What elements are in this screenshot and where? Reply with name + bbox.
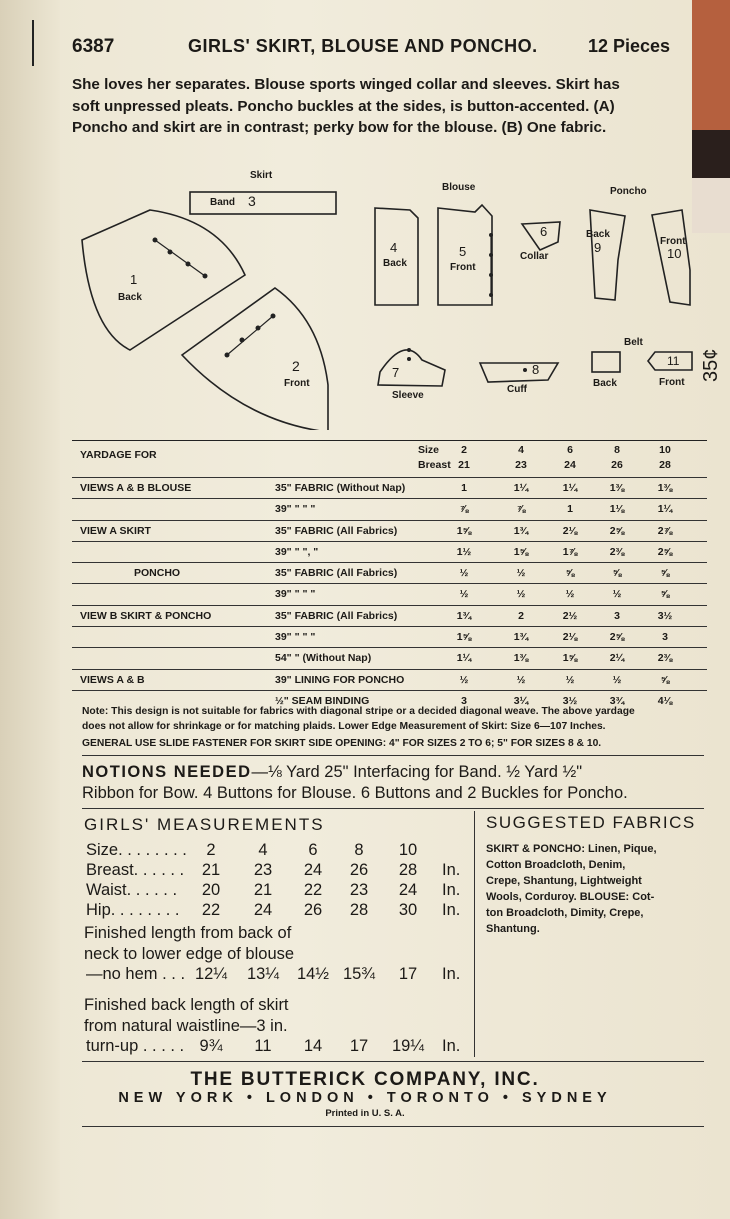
fabrics-line: Cotton Broadcloth, Denim, xyxy=(486,859,626,871)
margin-mark xyxy=(32,20,34,66)
fabrics-title: SUGGESTED FABRICS xyxy=(486,813,696,832)
yardage-row-label: VIEW B SKIRT & PONCHO xyxy=(80,609,212,622)
yardage-row xyxy=(72,647,707,668)
label-band: Band xyxy=(210,197,235,208)
notions-title: NOTIONS NEEDED xyxy=(82,763,252,781)
measurement-value: 8 xyxy=(354,841,364,859)
measurement-label: Breast. . . . . . xyxy=(86,861,185,879)
skirt-back-piece xyxy=(82,210,245,350)
fabrics-text xyxy=(486,841,706,937)
yardage-row xyxy=(72,520,707,541)
yardage-value: 2⅜ xyxy=(609,545,625,558)
yardage-value: 4⅛ xyxy=(657,694,673,707)
note-line: does not allow for shrinkage or for matching plaids. Lower Edge Measurement of Skirt: Size 6—107 Inches. xyxy=(82,721,606,732)
yardage-value: ½ xyxy=(565,673,575,686)
label-belt-num: 11 xyxy=(667,354,680,368)
yardage-row-label: VIEWS A & B BLOUSE xyxy=(80,482,192,494)
company-cities: NEW YORK • LONDON • TORONTO • SYDNEY xyxy=(118,1090,612,1106)
pattern-pieces-drawing xyxy=(70,160,710,430)
yardage-value: ⅝ xyxy=(565,567,575,580)
measurement-value: 24 xyxy=(253,901,273,919)
finished-skirt-row xyxy=(84,1037,479,1057)
finished-skirt-value: 9¾ xyxy=(199,1037,223,1055)
measurement-value: 21 xyxy=(253,881,273,899)
unit: In. xyxy=(442,881,461,899)
unit: In. xyxy=(442,1037,461,1055)
size-label: Size xyxy=(418,444,440,456)
yardage-row xyxy=(72,605,707,626)
yardage-row-fabric: 35" FABRIC (All Fabrics) xyxy=(275,567,398,580)
yardage-header xyxy=(72,440,707,477)
fabrics-line: Shantung. xyxy=(486,923,540,935)
general-use-note: GENERAL USE SLIDE FASTENER FOR SKIRT SIDE OPENING: 4" FOR SIZES 2 TO 6; 5" FOR SIZES 8 & 10. xyxy=(82,738,602,749)
label-band-num: 3 xyxy=(248,193,256,209)
yardage-value: 1⅜ xyxy=(609,482,625,494)
label-b-back: Back xyxy=(383,258,407,269)
finished-blouse-value: 17 xyxy=(398,965,418,983)
finished-skirt-line: Finished back length of skirt xyxy=(84,996,289,1014)
yardage-value: 1⅝ xyxy=(562,652,578,665)
yardage-value: 1⅜ xyxy=(657,482,673,494)
divider xyxy=(82,1061,704,1062)
measurement-label: Waist. . . . . . xyxy=(86,881,178,899)
label-skirt: Skirt xyxy=(250,170,273,181)
measurement-row xyxy=(84,881,479,901)
finished-skirt-value: 19¼ xyxy=(391,1037,425,1055)
blouse-back-piece xyxy=(375,208,418,305)
size-value: 10 xyxy=(659,444,671,456)
yardage-value: 1¼ xyxy=(456,652,472,665)
yardage-value: 1⅝ xyxy=(456,524,472,537)
finished-blouse-value: 13¼ xyxy=(246,965,280,983)
finished-skirt-value: 11 xyxy=(254,1037,272,1055)
poncho-back-piece xyxy=(590,210,625,300)
finished-blouse-value: 14½ xyxy=(296,965,330,983)
finished-skirt-label: turn-up . . . . . xyxy=(86,1037,185,1055)
label-belt: Belt xyxy=(624,337,643,348)
divider xyxy=(82,1126,704,1127)
label-back-num: 1 xyxy=(130,272,138,287)
notions-line: Ribbon for Bow. 4 Buttons for Blouse. 6 Buttons and 2 Buckles for Poncho. xyxy=(82,784,628,802)
yardage-table xyxy=(72,440,707,711)
yardage-value: 1 xyxy=(567,503,573,516)
measurement-value: 22 xyxy=(201,901,221,919)
label-p-back-num: 9 xyxy=(594,240,602,255)
yardage-label: YARDAGE FOR xyxy=(80,449,157,461)
size-value: 4 xyxy=(518,444,524,456)
finished-blouse-row xyxy=(84,965,479,989)
notions-line: —⅛ Yard 25" Interfacing for Band. ½ Yard ½" xyxy=(251,763,583,781)
company-name: THE BUTTERICK COMPANY, INC. xyxy=(190,1069,540,1090)
yardage-row-label: VIEWS A & B xyxy=(80,673,145,686)
yardage-value: 2⅞ xyxy=(657,524,673,537)
yardage-value: ½ xyxy=(612,588,622,601)
fabrics-line: ton Broadcloth, Dimity, Crepe, xyxy=(486,907,644,919)
suggested-fabrics xyxy=(486,813,706,937)
yardage-value: 1¾ xyxy=(513,524,529,537)
yardage-row-fabric: 54" " (Without Nap) xyxy=(275,652,372,665)
fabrics-line: SKIRT & PONCHO: Linen, Pique, xyxy=(486,843,657,855)
measurement-row xyxy=(84,861,479,881)
finished-skirt-value: 14 xyxy=(303,1037,323,1055)
measurement-value: 30 xyxy=(398,901,418,919)
label-back: Back xyxy=(118,292,142,303)
yardage-value: ½ xyxy=(565,588,575,601)
breast-value: 26 xyxy=(611,459,623,471)
measurement-value: 21 xyxy=(201,861,221,879)
finished-blouse-line: neck to lower edge of blouse xyxy=(84,945,295,963)
pattern-pieces-diagram xyxy=(70,160,710,430)
yardage-value: ½ xyxy=(516,567,526,580)
envelope-fold-edge xyxy=(0,0,60,1219)
yardage-value: ½ xyxy=(459,588,469,601)
yardage-value: 1¼ xyxy=(657,503,673,516)
yardage-value: 2⅜ xyxy=(657,652,673,665)
divider xyxy=(82,808,704,809)
label-b-front-num: 5 xyxy=(459,244,467,259)
pattern-number: 6387 xyxy=(72,36,115,57)
yardage-row-label: VIEW A SKIRT xyxy=(80,524,151,537)
finished-blouse-value: 15¾ xyxy=(342,965,376,983)
yardage-row xyxy=(72,541,707,562)
size-value: 8 xyxy=(614,444,620,456)
yardage-row-label: PONCHO xyxy=(134,567,181,580)
measurement-value: 28 xyxy=(349,901,369,919)
yardage-value: ½ xyxy=(459,567,469,580)
measurement-value: 23 xyxy=(253,861,273,879)
yardage-row-fabric: 35" FABRIC (All Fabrics) xyxy=(275,609,398,622)
label-p-back: Back xyxy=(586,229,610,240)
yardage-value: 2⅛ xyxy=(562,631,578,644)
label-sleeve-num: 7 xyxy=(392,365,400,380)
yardage-row xyxy=(72,583,707,604)
description-line: soft unpressed pleats. Poncho buckles at the sides, is button-accented. (A) xyxy=(72,97,615,115)
description xyxy=(72,74,692,139)
breast-label: Breast xyxy=(418,459,451,471)
yardage-row-fabric: ½" SEAM BINDING xyxy=(275,694,370,707)
measurement-value: 4 xyxy=(258,841,268,859)
yardage-value: 1⅝ xyxy=(456,631,472,644)
fabrics-line: Wools, Corduroy. BLOUSE: Cot- xyxy=(486,891,655,903)
measurement-value: 26 xyxy=(303,901,323,919)
unit: In. xyxy=(442,861,461,879)
label-sleeve: Sleeve xyxy=(392,390,424,401)
piece-count: 12 Pieces xyxy=(588,36,671,56)
yardage-value: 3¾ xyxy=(609,694,625,707)
yardage-value: 1½ xyxy=(456,545,472,558)
pattern-title: GIRLS' SKIRT, BLOUSE AND PONCHO. xyxy=(188,36,538,56)
label-b-back-num: 4 xyxy=(390,240,398,255)
yardage-value: 1¾ xyxy=(456,609,472,622)
measurement-row xyxy=(84,901,479,921)
measurement-value: 2 xyxy=(206,841,216,859)
yardage-value: 1⅜ xyxy=(513,652,529,665)
size-value: 6 xyxy=(567,444,573,456)
yardage-value: ⅝ xyxy=(660,567,670,580)
yardage-value: ⅞ xyxy=(516,503,526,516)
yardage-value: ⅝ xyxy=(660,588,670,601)
finished-blouse-value: 12¼ xyxy=(194,965,228,983)
finished-blouse-label: —no hem . . . xyxy=(86,965,186,983)
measurement-value: 26 xyxy=(349,861,369,879)
sleeve-piece xyxy=(378,350,445,386)
label-collar: Collar xyxy=(520,251,549,262)
yardage-value: 3 xyxy=(461,694,467,707)
fabrics-line: Crepe, Shantung, Lightweight xyxy=(486,875,642,887)
breast-value: 23 xyxy=(515,459,527,471)
yardage-value: 2⅝ xyxy=(609,631,625,644)
finished-skirt-value: 17 xyxy=(349,1037,369,1055)
measurement-value: 24 xyxy=(303,861,323,879)
yardage-value: 1¾ xyxy=(513,631,529,644)
notions-needed xyxy=(82,762,702,804)
yardage-value: 3¼ xyxy=(513,694,529,707)
breast-value: 21 xyxy=(458,459,470,471)
finished-skirt-line: from natural waistline—3 in. xyxy=(84,1017,288,1035)
yardage-row-fabric: 39" " " " xyxy=(275,631,316,644)
breast-value: 24 xyxy=(564,459,576,471)
unit: In. xyxy=(442,965,461,983)
yardage-row-fabric: 39" LINING FOR PONCHO xyxy=(275,673,405,686)
yardage-value: 1¼ xyxy=(562,482,578,494)
measurement-label: Size. . . . . . . . xyxy=(86,841,187,859)
yardage-row-fabric: 39" " " " xyxy=(275,588,316,601)
label-collar-num: 6 xyxy=(540,224,548,239)
measurement-value: 20 xyxy=(201,881,221,899)
measurement-value: 22 xyxy=(303,881,323,899)
yardage-row xyxy=(72,669,707,690)
label-belt-front: Front xyxy=(659,377,685,388)
divider xyxy=(82,755,704,756)
measurement-value: 28 xyxy=(398,861,418,879)
yardage-value: 2⅛ xyxy=(562,524,578,537)
finished-blouse-line: Finished length from back of xyxy=(84,924,292,942)
yardage-notes xyxy=(82,704,702,734)
yardage-row xyxy=(72,562,707,583)
yardage-value: 1 xyxy=(461,482,467,494)
yardage-value: 3 xyxy=(614,609,620,622)
measurement-value: 6 xyxy=(308,841,318,859)
label-cuff: Cuff xyxy=(507,384,527,395)
torn-strip-1 xyxy=(692,0,730,130)
yardage-value: 3½ xyxy=(562,694,578,707)
column-divider xyxy=(474,811,475,1057)
yardage-row-fabric: 39" " " " xyxy=(275,503,316,516)
yardage-value: 3 xyxy=(662,631,668,644)
yardage-row-fabric: 39" " ", " xyxy=(275,545,319,558)
yardage-value: 2⅝ xyxy=(657,545,673,558)
label-belt-back: Back xyxy=(593,378,617,389)
yardage-value: 1¼ xyxy=(513,482,529,494)
yardage-value: ½ xyxy=(612,673,622,686)
label-b-front: Front xyxy=(450,262,476,273)
measurement-value: 23 xyxy=(349,881,369,899)
label-poncho: Poncho xyxy=(610,186,647,197)
yardage-value: 1⅝ xyxy=(513,545,529,558)
label-front-num: 2 xyxy=(292,358,300,374)
label-p-front-num: 10 xyxy=(667,246,682,261)
size-value: 2 xyxy=(461,444,467,456)
measurement-value: 10 xyxy=(398,841,418,859)
cuff-piece xyxy=(480,363,558,382)
note-line: Note: This design is not suitable for fabrics with diagonal stripe or a decided diagonal weave. The above yardage xyxy=(82,706,635,717)
yardage-value: 2½ xyxy=(562,609,578,622)
yardage-row xyxy=(72,477,707,498)
label-p-front: Front xyxy=(660,236,686,247)
measurement-label: Hip. . . . . . . . xyxy=(86,901,180,919)
yardage-value: ½ xyxy=(516,673,526,686)
label-blouse: Blouse xyxy=(442,182,476,193)
label-cuff-num: 8 xyxy=(532,362,540,377)
yardage-value: 2⅝ xyxy=(609,524,625,537)
measurements-title: GIRLS' MEASUREMENTS xyxy=(84,815,325,834)
unit: In. xyxy=(442,901,461,919)
breast-value: 28 xyxy=(659,459,671,471)
yardage-value: ⅝ xyxy=(612,567,622,580)
yardage-row-fabric: 35" FABRIC (Without Nap) xyxy=(275,482,406,494)
yardage-value: 3½ xyxy=(657,609,673,622)
yardage-row xyxy=(72,626,707,647)
yardage-row xyxy=(72,498,707,519)
label-front: Front xyxy=(284,378,310,389)
price: 35¢ xyxy=(700,348,722,382)
yardage-value: 2¼ xyxy=(609,652,625,665)
description-line: Poncho and skirt are in contrast; perky bow for the blouse. (B) One fabric. xyxy=(72,119,607,136)
yardage-value: 2 xyxy=(518,609,524,622)
yardage-row-fabric: 35" FABRIC (All Fabrics) xyxy=(275,524,398,537)
belt-back-piece xyxy=(592,352,620,372)
yardage-value: ⅞ xyxy=(459,503,469,516)
printed-in: Printed in U. S. A. xyxy=(325,1108,405,1119)
skirt-front-piece xyxy=(182,288,328,430)
yardage-value: ⅝ xyxy=(660,673,670,686)
yardage-value: ½ xyxy=(516,588,526,601)
description-line: She loves her separates. Blouse sports winged collar and sleeves. Skirt has xyxy=(72,76,620,93)
measurement-row xyxy=(84,841,479,861)
measurement-value: 24 xyxy=(398,881,418,899)
girls-measurements xyxy=(84,815,479,1057)
yardage-value: 1⅛ xyxy=(609,503,625,516)
yardage-value: 1⅞ xyxy=(562,545,578,558)
yardage-value: ½ xyxy=(459,673,469,686)
